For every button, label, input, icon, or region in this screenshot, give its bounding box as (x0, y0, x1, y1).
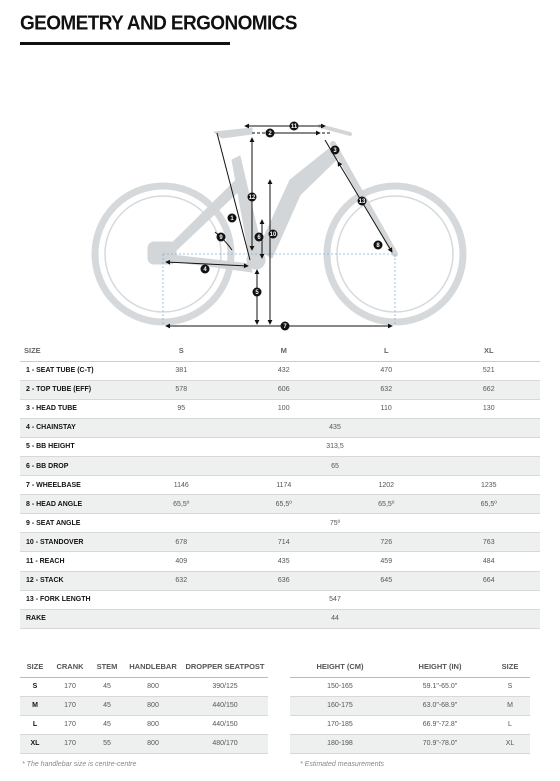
value-cell: 800 (124, 677, 182, 696)
value-cell: 70.9"-78.0" (390, 734, 490, 753)
size-cell: M (490, 696, 530, 715)
value-cell: 150-165 (290, 677, 390, 696)
value-cell: 160-175 (290, 696, 390, 715)
value-cell: 170 (50, 677, 90, 696)
row-label: 7 - WHEELBASE (20, 476, 130, 495)
row-label: 12 - STACK (20, 571, 130, 590)
row-value: 409 (130, 552, 233, 571)
table-row (290, 734, 530, 753)
size-cell: XL (490, 734, 530, 753)
value-cell: 45 (90, 696, 124, 715)
size-header-in: HEIGHT (IN) (390, 656, 490, 677)
row-value: 714 (233, 533, 336, 552)
row-value: 65,5º (130, 495, 233, 514)
table-row (20, 361, 540, 380)
value-cell: 63.0"-68.9" (390, 696, 490, 715)
size-cell: M (20, 696, 50, 715)
badge-6 (255, 233, 264, 242)
row-label: 8 - HEAD ANGLE (20, 495, 130, 514)
svg-text:13: 13 (358, 199, 366, 205)
size-cell: XL (20, 734, 50, 753)
row-value: 484 (438, 552, 541, 571)
table-row (290, 677, 530, 696)
value-cell: 440/150 (182, 696, 268, 715)
size-header-size: SIZE (490, 656, 530, 677)
row-value: 678 (130, 533, 233, 552)
row-label: 10 - STANDOVER (20, 533, 130, 552)
value-cell: 45 (90, 715, 124, 734)
badge-1 (228, 214, 237, 223)
row-value-all-sizes: 75º (130, 514, 540, 533)
table-row (20, 677, 268, 696)
geometry-table (20, 340, 540, 629)
value-cell: 55 (90, 734, 124, 753)
value-cell: 800 (124, 696, 182, 715)
row-label: 1 - SEAT TUBE (C-T) (20, 361, 130, 380)
svg-text:3: 3 (333, 148, 337, 154)
row-label: 2 - TOP TUBE (EFF) (20, 380, 130, 399)
table-row (20, 715, 268, 734)
geometry-diagram (0, 100, 560, 345)
row-value: 632 (335, 380, 438, 399)
row-value-all-sizes: 44 (130, 609, 540, 628)
table-row (20, 590, 540, 609)
value-cell: 390/125 (182, 677, 268, 696)
svg-text:8: 8 (376, 243, 380, 249)
table-row (20, 734, 268, 753)
table-row (20, 456, 540, 475)
row-value: 763 (438, 533, 541, 552)
value-cell: 440/150 (182, 715, 268, 734)
svg-text:7: 7 (283, 324, 287, 330)
svg-text:1: 1 (230, 216, 234, 222)
svg-text:9: 9 (219, 235, 223, 241)
row-value: 726 (335, 533, 438, 552)
row-value: 636 (233, 571, 336, 590)
row-label: 11 - REACH (20, 552, 130, 571)
value-cell: 66.9"-72.8" (390, 715, 490, 734)
badge-5 (253, 288, 262, 297)
row-value-all-sizes: 65 (130, 456, 540, 475)
row-value: 95 (130, 399, 233, 418)
row-value: 1146 (130, 476, 233, 495)
components-body (20, 677, 268, 753)
table-row (20, 514, 540, 533)
table-row (20, 571, 540, 590)
svg-text:5: 5 (255, 290, 259, 296)
header-size: SIZE (20, 340, 130, 361)
svg-text:10: 10 (269, 232, 277, 238)
value-cell: 170 (50, 696, 90, 715)
table-row (20, 495, 540, 514)
row-value: 1202 (335, 476, 438, 495)
row-value: 578 (130, 380, 233, 399)
row-value-all-sizes: 435 (130, 418, 540, 437)
row-value: 645 (335, 571, 438, 590)
badge-4 (201, 265, 210, 274)
row-label: RAKE (20, 609, 130, 628)
row-value: 432 (233, 361, 336, 380)
row-value: 65,5º (438, 495, 541, 514)
header-m: M (233, 340, 336, 361)
value-cell: 480/170 (182, 734, 268, 753)
row-label: 3 - HEAD TUBE (20, 399, 130, 418)
row-value: 470 (335, 361, 438, 380)
row-value: 459 (335, 552, 438, 571)
row-label: 5 - BB HEIGHT (20, 437, 130, 456)
row-value: 1235 (438, 476, 541, 495)
comp-header-stem: STEM (90, 656, 124, 677)
header-l: L (335, 340, 438, 361)
size-cell: L (20, 715, 50, 734)
row-label: 9 - SEAT ANGLE (20, 514, 130, 533)
value-cell: 180-198 (290, 734, 390, 753)
badge-12 (248, 193, 257, 202)
row-value: 435 (233, 552, 336, 571)
table-row (20, 696, 268, 715)
value-cell: 170-185 (290, 715, 390, 734)
row-value: 100 (233, 399, 336, 418)
badge-9 (217, 233, 226, 242)
svg-text:6: 6 (257, 235, 261, 241)
value-cell: 45 (90, 677, 124, 696)
row-value: 606 (233, 380, 336, 399)
geometry-body (20, 361, 540, 628)
size-header-cm: HEIGHT (CM) (290, 656, 390, 677)
row-value: 521 (438, 361, 541, 380)
badge-10 (269, 230, 278, 239)
table-row (20, 476, 540, 495)
table-row (290, 715, 530, 734)
table-row (20, 552, 540, 571)
table-row (20, 437, 540, 456)
row-label: 13 - FORK LENGTH (20, 590, 130, 609)
size-cell: L (490, 715, 530, 734)
comp-header-dropper: DROPPER SEATPOST (182, 656, 268, 677)
badge-3 (331, 146, 340, 155)
row-value: 65,5º (335, 495, 438, 514)
table-row (20, 380, 540, 399)
table-row (20, 399, 540, 418)
title-underline (20, 42, 230, 45)
row-value-all-sizes: 547 (130, 590, 540, 609)
svg-text:4: 4 (203, 267, 207, 273)
table-row (20, 609, 540, 628)
geometry-header-row (20, 340, 540, 361)
size-cell: S (490, 677, 530, 696)
sizing-header-row (290, 656, 530, 677)
handlebar-note: * The handlebar size is centre-centre (22, 761, 137, 768)
row-value: 381 (130, 361, 233, 380)
components-table (20, 656, 268, 754)
row-value: 65,5º (233, 495, 336, 514)
row-value: 664 (438, 571, 541, 590)
header-s: S (130, 340, 233, 361)
row-value: 632 (130, 571, 233, 590)
row-value: 110 (335, 399, 438, 418)
row-value: 662 (438, 380, 541, 399)
page-title: GEOMETRY AND ERGONOMICS (20, 12, 297, 35)
value-cell: 59.1"-65.0" (390, 677, 490, 696)
value-cell: 800 (124, 734, 182, 753)
badge-7 (281, 322, 290, 331)
badge-11 (290, 122, 299, 131)
estimate-note: * Estimated measurements (300, 761, 385, 768)
sizing-body (290, 677, 530, 753)
value-cell: 800 (124, 715, 182, 734)
svg-text:11: 11 (290, 124, 298, 130)
comp-header-handlebar: HANDLEBAR (124, 656, 182, 677)
svg-text:2: 2 (268, 131, 272, 137)
comp-header-size: SIZE (20, 656, 50, 677)
row-value-all-sizes: 313,5 (130, 437, 540, 456)
row-value: 130 (438, 399, 541, 418)
header-xl: XL (438, 340, 541, 361)
value-cell: 170 (50, 734, 90, 753)
svg-text:12: 12 (248, 195, 256, 201)
row-value: 1174 (233, 476, 336, 495)
badge-8 (374, 241, 383, 250)
badge-2 (266, 129, 275, 138)
comp-header-crank: CRANK (50, 656, 90, 677)
size-cell: S (20, 677, 50, 696)
table-row (20, 418, 540, 437)
table-row (290, 696, 530, 715)
sizing-table (290, 656, 530, 754)
components-header-row (20, 656, 268, 677)
row-label: 4 - CHAINSTAY (20, 418, 130, 437)
row-label: 6 - BB DROP (20, 456, 130, 475)
table-row (20, 533, 540, 552)
value-cell: 170 (50, 715, 90, 734)
badge-13 (358, 197, 367, 206)
